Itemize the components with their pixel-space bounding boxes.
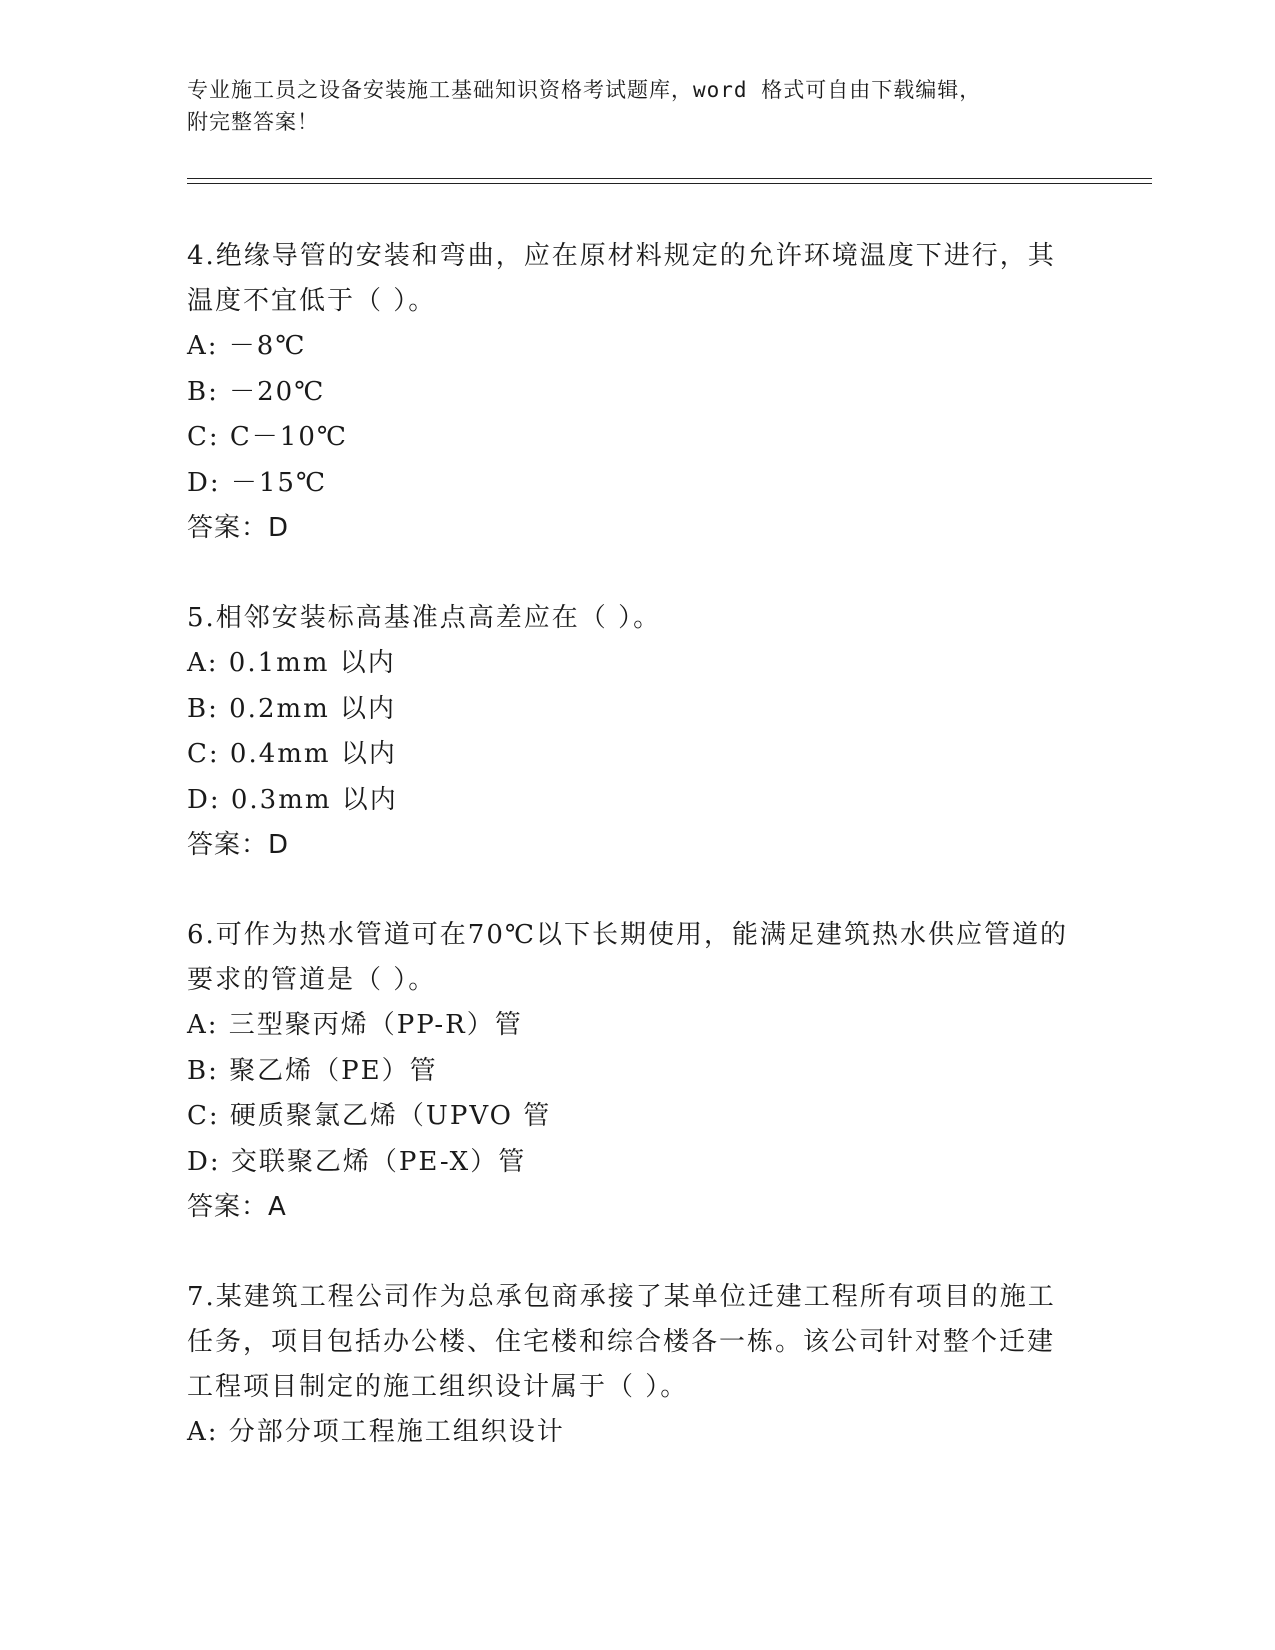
question-stem: 5.相邻安装标高基准点高差应在（ ）。 [187,603,662,633]
option-a: A: 分部分项工程施工组织设计 [187,1417,565,1447]
header-line-1: 专业施工员之设备安装施工基础知识资格考试题库，word 格式可自由下载编辑， [187,78,982,102]
option-d: D: －15℃ [187,467,328,498]
option-a: A: 0.1mm 以内 [187,648,396,678]
answer: 答案：D [187,830,290,860]
option-b: B: －20℃ [187,376,326,407]
option-b: B: 聚乙烯（PE）管 [187,1055,438,1086]
question-stem: 7.某建筑工程公司作为总承包商承接了某单位迁建工程所有项目的施工任务，项目包括办公楼、住宅楼和综合楼各一栋。该公司针对整个迁建工程项目制定的施工组织设计属于（ ）。 [187,1282,1056,1402]
option-a: A: －8℃ [187,331,307,361]
option-c: C: 硬质聚氯乙烯（UPVO 管 [187,1101,552,1131]
spacer [187,551,1077,596]
spacer [187,1230,1077,1275]
option-b: B: 0.2mm 以内 [187,693,397,724]
question-5 [187,596,1077,868]
option-d: D: 交联聚乙烯（PE-X）管 [187,1146,527,1177]
question-stem: 6.可作为热水管道可在70℃以下长期使用，能满足建筑热水供应管道的要求的管道是（ ）。 [187,920,1068,995]
question-list [187,234,1077,1456]
document-header [187,74,1067,138]
question-4 [187,234,1077,551]
question-stem: 4.绝缘导管的安装和弯曲，应在原材料规定的允许环境温度下进行，其温度不宜低于（ ）。 [187,241,1056,316]
header-divider-bottom [187,183,1152,184]
header-divider-top [187,178,1152,179]
option-c: C: 0.4mm 以内 [187,739,397,769]
question-7 [187,1275,1077,1456]
answer: 答案：A [187,1192,287,1222]
option-c: C: C－10℃ [187,422,348,452]
option-a: A: 三型聚丙烯（PP-R）管 [187,1010,523,1040]
spacer [187,868,1077,913]
header-line-2: 附完整答案！ [187,110,319,134]
option-d: D: 0.3mm 以内 [187,784,398,815]
answer: 答案：D [187,513,290,543]
question-6 [187,913,1077,1230]
